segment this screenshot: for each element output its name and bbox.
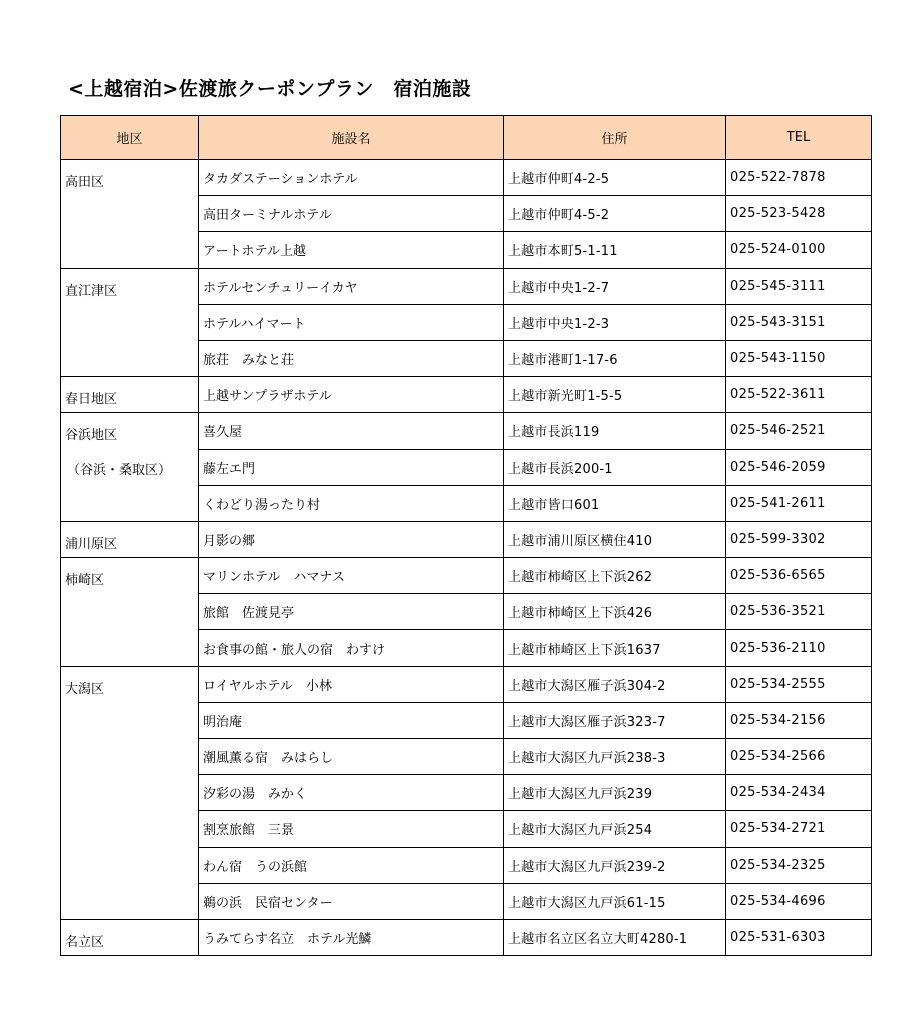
- table-row: [61, 413, 872, 449]
- tel-cell: 025-536-2110: [726, 630, 872, 666]
- tel-cell: 025-599-3302: [726, 521, 872, 557]
- area-cell: [61, 666, 199, 919]
- address-cell: 上越市本町5-1-11: [504, 232, 726, 268]
- facility-table: [60, 115, 872, 956]
- table-row: [61, 919, 872, 955]
- facility-name-cell: 月影の郷: [199, 521, 504, 557]
- facility-name-cell: ホテルセンチュリーイカヤ: [199, 268, 504, 304]
- page-title: <上越宿泊>佐渡旅クーポンプラン 宿泊施設: [68, 78, 472, 100]
- facility-name-cell: タカダステーションホテル: [199, 160, 504, 196]
- facility-name-cell: 上越サンプラザホテル: [199, 377, 504, 413]
- facility-name-cell: ロイヤルホテル 小林: [199, 666, 504, 702]
- facility-name-cell: ホテルハイマート: [199, 304, 504, 340]
- facility-name-cell: 汐彩の湯 みかく: [199, 775, 504, 811]
- facility-name-cell: 藤左エ門: [199, 449, 504, 485]
- table-header-row: [61, 116, 872, 160]
- area-name: 春日地区: [65, 392, 118, 408]
- address-cell: 上越市大潟区雁子浜304-2: [504, 666, 726, 702]
- tel-cell: 025-541-2611: [726, 485, 872, 521]
- facility-name-cell: アートホテル上越: [199, 232, 504, 268]
- address-cell: 上越市大潟区九戸浜254: [504, 811, 726, 847]
- area-name: 名立区: [65, 934, 105, 950]
- address-cell: 上越市大潟区九戸浜239-2: [504, 847, 726, 883]
- address-cell: 上越市大潟区九戸浜238-3: [504, 739, 726, 775]
- address-cell: 上越市港町1-17-6: [504, 340, 726, 376]
- table-row: [61, 558, 872, 594]
- facility-name-cell: 明治庵: [199, 702, 504, 738]
- address-cell: 上越市長浜119: [504, 413, 726, 449]
- tel-cell: 025-522-7878: [726, 160, 872, 196]
- tel-cell: 025-522-3611: [726, 377, 872, 413]
- area-name: 直江津区: [65, 283, 118, 299]
- facility-name-cell: わん宿 うの浜館: [199, 847, 504, 883]
- address-cell: 上越市名立区名立大町4280-1: [504, 919, 726, 955]
- address-cell: 上越市柿崎区上下浜262: [504, 558, 726, 594]
- area-subname: （谷浜・桑取区）: [67, 463, 172, 479]
- area-cell: [61, 521, 199, 557]
- area-cell: [61, 558, 199, 667]
- address-cell: 上越市仲町4-2-5: [504, 160, 726, 196]
- facility-name-cell: うみてらす名立 ホテル光鱗: [199, 919, 504, 955]
- facility-name-cell: 潮風薫る宿 みはらし: [199, 739, 504, 775]
- address-cell: 上越市柿崎区上下浜1637: [504, 630, 726, 666]
- address-cell: 上越市皆口601: [504, 485, 726, 521]
- table-row: [61, 268, 872, 304]
- address-cell: 上越市柿崎区上下浜426: [504, 594, 726, 630]
- tel-cell: 025-524-0100: [726, 232, 872, 268]
- tel-cell: 025-543-1150: [726, 340, 872, 376]
- tel-cell: 025-534-2434: [726, 775, 872, 811]
- area-name: 谷浜地区: [65, 428, 118, 444]
- address-cell: 上越市新光町1-5-5: [504, 377, 726, 413]
- facility-name-cell: くわどり湯ったり村: [199, 485, 504, 521]
- area-cell: [61, 160, 199, 269]
- address-cell: 上越市大潟区九戸浜61-15: [504, 883, 726, 919]
- header-facility: 施設名: [199, 116, 504, 160]
- address-cell: 上越市浦川原区横住410: [504, 521, 726, 557]
- table-row: [61, 377, 872, 413]
- table-row: [61, 160, 872, 196]
- area-cell: [61, 413, 199, 522]
- address-cell: 上越市大潟区雁子浜323-7: [504, 702, 726, 738]
- tel-cell: 025-545-3111: [726, 268, 872, 304]
- tel-cell: 025-546-2521: [726, 413, 872, 449]
- area-cell: [61, 377, 199, 413]
- facility-name-cell: 喜久屋: [199, 413, 504, 449]
- area-cell: [61, 919, 199, 955]
- header-tel: TEL: [726, 116, 872, 160]
- tel-cell: 025-534-2156: [726, 702, 872, 738]
- area-name: 浦川原区: [65, 536, 118, 552]
- header-address: 住所: [504, 116, 726, 160]
- facility-name-cell: マリンホテル ハマナス: [199, 558, 504, 594]
- address-cell: 上越市長浜200-1: [504, 449, 726, 485]
- area-name: 大潟区: [65, 681, 105, 697]
- table-row: [61, 521, 872, 557]
- area-name: 高田区: [65, 175, 105, 190]
- table-row: [61, 666, 872, 702]
- tel-cell: 025-531-6303: [726, 919, 872, 955]
- tel-cell: 025-543-3151: [726, 304, 872, 340]
- area-name: 柿崎区: [65, 573, 105, 589]
- tel-cell: 025-523-5428: [726, 196, 872, 232]
- address-cell: 上越市仲町4-5-2: [504, 196, 726, 232]
- address-cell: 上越市中央1-2-3: [504, 304, 726, 340]
- tel-cell: 025-534-4696: [726, 883, 872, 919]
- tel-cell: 025-534-2721: [726, 811, 872, 847]
- facility-name-cell: 旅荘 みなと荘: [199, 340, 504, 376]
- facility-name-cell: 割烹旅館 三景: [199, 811, 504, 847]
- tel-cell: 025-536-6565: [726, 558, 872, 594]
- tel-cell: 025-534-2555: [726, 666, 872, 702]
- area-cell: [61, 268, 199, 377]
- tel-cell: 025-546-2059: [726, 449, 872, 485]
- header-area: 地区: [61, 116, 199, 160]
- tel-cell: 025-534-2325: [726, 847, 872, 883]
- table-body: [61, 160, 872, 956]
- facility-name-cell: 鵜の浜 民宿センター: [199, 883, 504, 919]
- facility-name-cell: 旅館 佐渡見亭: [199, 594, 504, 630]
- facility-name-cell: 高田ターミナルホテル: [199, 196, 504, 232]
- tel-cell: 025-534-2566: [726, 739, 872, 775]
- facility-name-cell: お食事の館・旅人の宿 わすけ: [199, 630, 504, 666]
- address-cell: 上越市中央1-2-7: [504, 268, 726, 304]
- tel-cell: 025-536-3521: [726, 594, 872, 630]
- address-cell: 上越市大潟区九戸浜239: [504, 775, 726, 811]
